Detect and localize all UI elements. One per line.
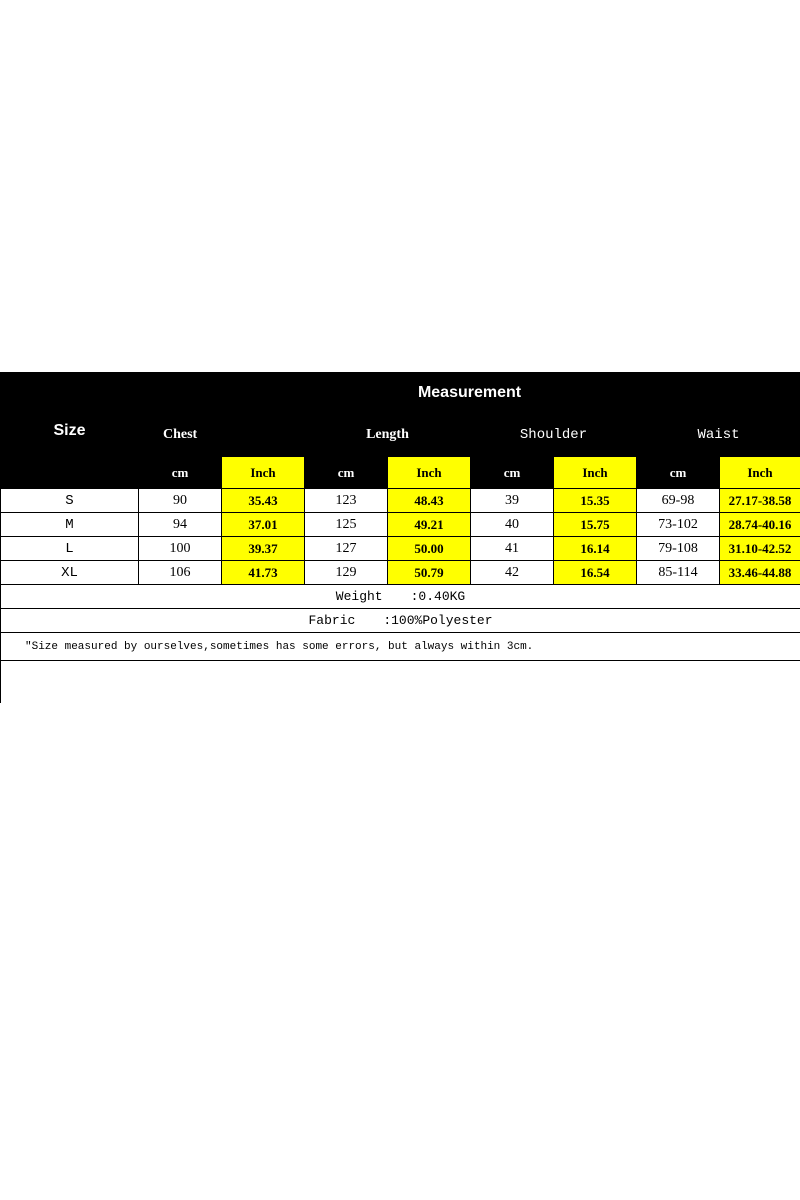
waist-cm-cell: 79-108 (637, 537, 720, 561)
note-row (1, 633, 800, 661)
measurement-header: Measurement (139, 373, 800, 413)
table-row (1, 513, 800, 537)
waist-inch-cell: 27.17-38.58 (720, 489, 800, 513)
table-row (1, 561, 800, 585)
shoulder-cm-cell: 41 (471, 537, 554, 561)
size-chart (0, 372, 800, 703)
waist-inch-cell: 28.74-40.16 (720, 513, 800, 537)
length-inch-header: Inch (388, 457, 471, 489)
shoulder-inch-cell: 15.75 (554, 513, 637, 537)
length-cm-cell: 129 (305, 561, 388, 585)
fabric-value: :100%Polyester (383, 613, 493, 628)
waist-inch-header: Inch (720, 457, 800, 489)
fabric-row (1, 609, 800, 633)
weight-value: :0.40KG (410, 589, 466, 604)
length-cm-cell: 125 (305, 513, 388, 537)
length-cm-header: cm (305, 457, 388, 489)
length-cm-cell: 127 (305, 537, 388, 561)
fabric-label: Fabric (308, 613, 356, 628)
waist-cm-cell: 69-98 (637, 489, 720, 513)
shoulder-inch-cell: 15.35 (554, 489, 637, 513)
length-inch-cell: 48.43 (388, 489, 471, 513)
note-cell: "Size measured by ourselves,sometimes has some errors, but always within 3cm. (1, 633, 800, 661)
table-row (1, 537, 800, 561)
length-inch-cell: 50.00 (388, 537, 471, 561)
shoulder-header: Shoulder (471, 413, 637, 457)
length-header: Length (305, 413, 471, 457)
weight-row (1, 585, 800, 609)
size-cell: XL (1, 561, 139, 585)
size-cell: M (1, 513, 139, 537)
chest-inch-cell: 39.37 (222, 537, 305, 561)
chest-header: Chest (139, 413, 305, 457)
waist-cm-cell: 85-114 (637, 561, 720, 585)
shoulder-inch-cell: 16.54 (554, 561, 637, 585)
chest-cm-header: cm (139, 457, 222, 489)
weight-label: Weight (335, 589, 383, 604)
waist-cm-header: cm (637, 457, 720, 489)
size-cell: S (1, 489, 139, 513)
length-inch-cell: 49.21 (388, 513, 471, 537)
chest-cm-cell: 90 (139, 489, 222, 513)
chest-inch-cell: 41.73 (222, 561, 305, 585)
header-row-measurement (1, 373, 800, 413)
chest-cm-cell: 100 (139, 537, 222, 561)
shoulder-inch-cell: 16.14 (554, 537, 637, 561)
waist-header: Waist (637, 413, 800, 457)
blank-cell (1, 661, 800, 704)
blank-row (1, 661, 800, 704)
waist-inch-cell: 31.10-42.52 (720, 537, 800, 561)
chest-inch-cell: 35.43 (222, 489, 305, 513)
shoulder-cm-cell: 40 (471, 513, 554, 537)
chest-cm-cell: 94 (139, 513, 222, 537)
shoulder-inch-header: Inch (554, 457, 637, 489)
waist-inch-cell: 33.46-44.88 (720, 561, 800, 585)
length-cm-cell: 123 (305, 489, 388, 513)
waist-cm-cell: 73-102 (637, 513, 720, 537)
chest-inch-header: Inch (222, 457, 305, 489)
shoulder-cm-cell: 42 (471, 561, 554, 585)
size-header: Size (1, 373, 139, 489)
table-row (1, 489, 800, 513)
chest-cm-cell: 106 (139, 561, 222, 585)
weight-cell (1, 585, 800, 609)
size-cell: L (1, 537, 139, 561)
chest-inch-cell: 37.01 (222, 513, 305, 537)
shoulder-cm-cell: 39 (471, 489, 554, 513)
fabric-cell (1, 609, 800, 633)
length-inch-cell: 50.79 (388, 561, 471, 585)
size-table (0, 372, 800, 703)
shoulder-cm-header: cm (471, 457, 554, 489)
